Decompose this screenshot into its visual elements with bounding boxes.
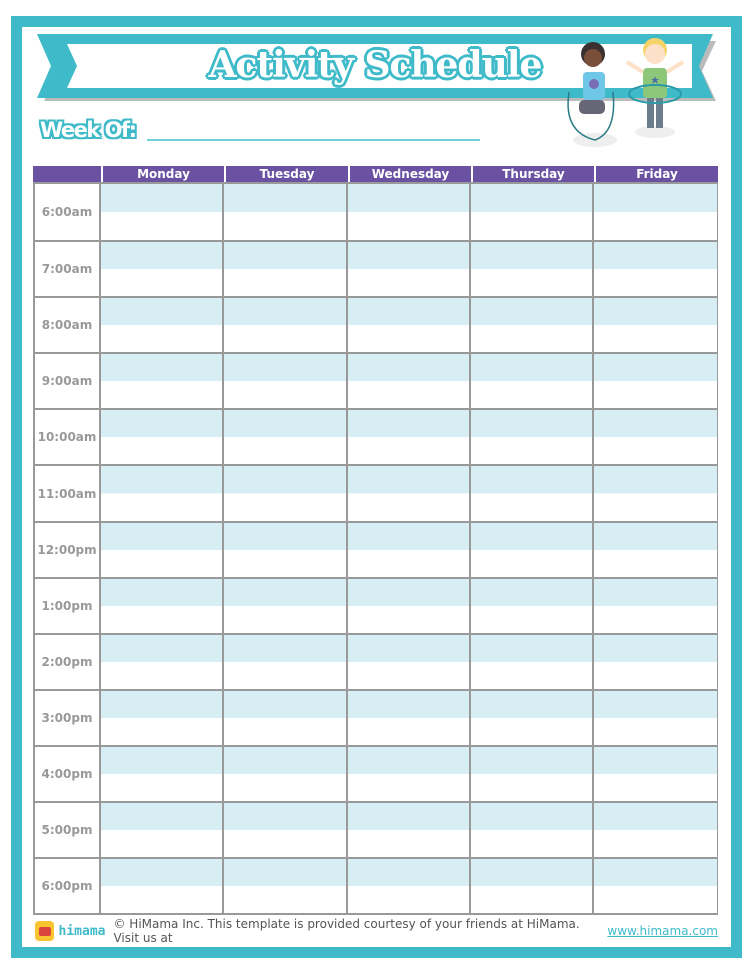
time-label: 10:00am [35,410,101,464]
time-row [35,240,716,296]
schedule-cell[interactable] [101,691,224,745]
schedule-cell[interactable] [101,803,224,857]
week-of-label: Week Of: [40,118,136,142]
schedule-cell[interactable] [224,635,348,689]
schedule-cell[interactable] [594,803,717,857]
schedule-cell[interactable] [594,859,717,913]
time-label: 6:00pm [35,859,101,913]
time-row [35,689,716,745]
schedule-grid [33,182,718,915]
time-label: 6:00am [35,184,101,240]
schedule-cell[interactable] [471,747,594,801]
schedule-cell[interactable] [224,184,348,240]
day-header: Wednesday [348,166,471,182]
website-link[interactable]: www.himama.com [607,924,718,938]
children-illustration [555,32,695,152]
schedule-cell[interactable] [101,242,224,296]
day-header: Thursday [471,166,594,182]
week-of-field[interactable] [147,139,480,141]
schedule-cell[interactable] [594,242,717,296]
himama-logo-icon [35,921,54,941]
schedule-cell[interactable] [224,410,348,464]
schedule-cell[interactable] [101,466,224,520]
schedule-cell[interactable] [101,354,224,408]
schedule-cell[interactable] [471,635,594,689]
schedule-cell[interactable] [348,859,471,913]
schedule-cell[interactable] [224,242,348,296]
schedule-cell[interactable] [348,354,471,408]
schedule-cell[interactable] [471,184,594,240]
schedule-cell[interactable] [224,691,348,745]
schedule-cell[interactable] [594,410,717,464]
time-row [35,633,716,689]
schedule-cell[interactable] [348,410,471,464]
schedule-cell[interactable] [594,184,717,240]
schedule-cell[interactable] [594,691,717,745]
time-row [35,745,716,801]
schedule-cell[interactable] [348,635,471,689]
time-label: 9:00am [35,354,101,408]
schedule-cell[interactable] [594,523,717,577]
schedule-cell[interactable] [471,859,594,913]
schedule-cell[interactable] [348,242,471,296]
time-row [35,184,716,240]
time-row [35,857,716,913]
schedule-cell[interactable] [224,354,348,408]
schedule-cell[interactable] [101,635,224,689]
schedule-cell[interactable] [101,184,224,240]
schedule-cell[interactable] [224,803,348,857]
time-row [35,408,716,464]
schedule-cell[interactable] [594,466,717,520]
brand-name: himama [58,923,106,939]
schedule-cell[interactable] [471,691,594,745]
schedule-cell[interactable] [348,466,471,520]
time-row [35,464,716,520]
schedule-cell[interactable] [101,523,224,577]
schedule-cell[interactable] [224,298,348,352]
schedule-cell[interactable] [348,747,471,801]
schedule-cell[interactable] [471,579,594,633]
schedule-cell[interactable] [101,410,224,464]
time-label: 12:00pm [35,523,101,577]
time-label: 4:00pm [35,747,101,801]
day-header: Tuesday [224,166,348,182]
schedule-cell[interactable] [471,410,594,464]
schedule-cell[interactable] [224,859,348,913]
schedule-cell[interactable] [594,579,717,633]
table-header [33,166,718,182]
schedule-cell[interactable] [471,523,594,577]
schedule-cell[interactable] [101,747,224,801]
day-header: Friday [594,166,718,182]
time-label: 2:00pm [35,635,101,689]
schedule-cell[interactable] [594,635,717,689]
schedule-cell[interactable] [348,691,471,745]
corner-cell [33,166,101,182]
time-row [35,801,716,857]
schedule-cell[interactable] [348,803,471,857]
time-label: 7:00am [35,242,101,296]
time-row [35,521,716,577]
schedule-cell[interactable] [224,747,348,801]
schedule-cell[interactable] [348,579,471,633]
schedule-cell[interactable] [101,298,224,352]
schedule-cell[interactable] [348,184,471,240]
time-label: 5:00pm [35,803,101,857]
schedule-cell[interactable] [101,859,224,913]
time-row [35,296,716,352]
schedule-cell[interactable] [594,354,717,408]
schedule-cell[interactable] [471,354,594,408]
schedule-cell[interactable] [471,466,594,520]
schedule-cell[interactable] [348,523,471,577]
time-label: 8:00am [35,298,101,352]
footer-text: © HiMama Inc. This template is provided courtesy of your friends at HiMama. Visit us at [113,917,580,945]
schedule-cell[interactable] [594,298,717,352]
time-row [35,577,716,633]
day-header: Monday [101,166,224,182]
schedule-cell[interactable] [594,747,717,801]
schedule-cell[interactable] [471,242,594,296]
time-row [35,352,716,408]
schedule-cell[interactable] [224,466,348,520]
schedule-cell[interactable] [101,579,224,633]
page-title: Activity Schedule [208,44,542,86]
schedule-cell[interactable] [224,579,348,633]
schedule-table [33,166,718,915]
schedule-cell[interactable] [224,523,348,577]
time-label: 3:00pm [35,691,101,745]
schedule-cell[interactable] [348,298,471,352]
schedule-cell[interactable] [471,803,594,857]
time-label: 11:00am [35,466,101,520]
time-label: 1:00pm [35,579,101,633]
schedule-cell[interactable] [471,298,594,352]
footer [35,917,718,945]
